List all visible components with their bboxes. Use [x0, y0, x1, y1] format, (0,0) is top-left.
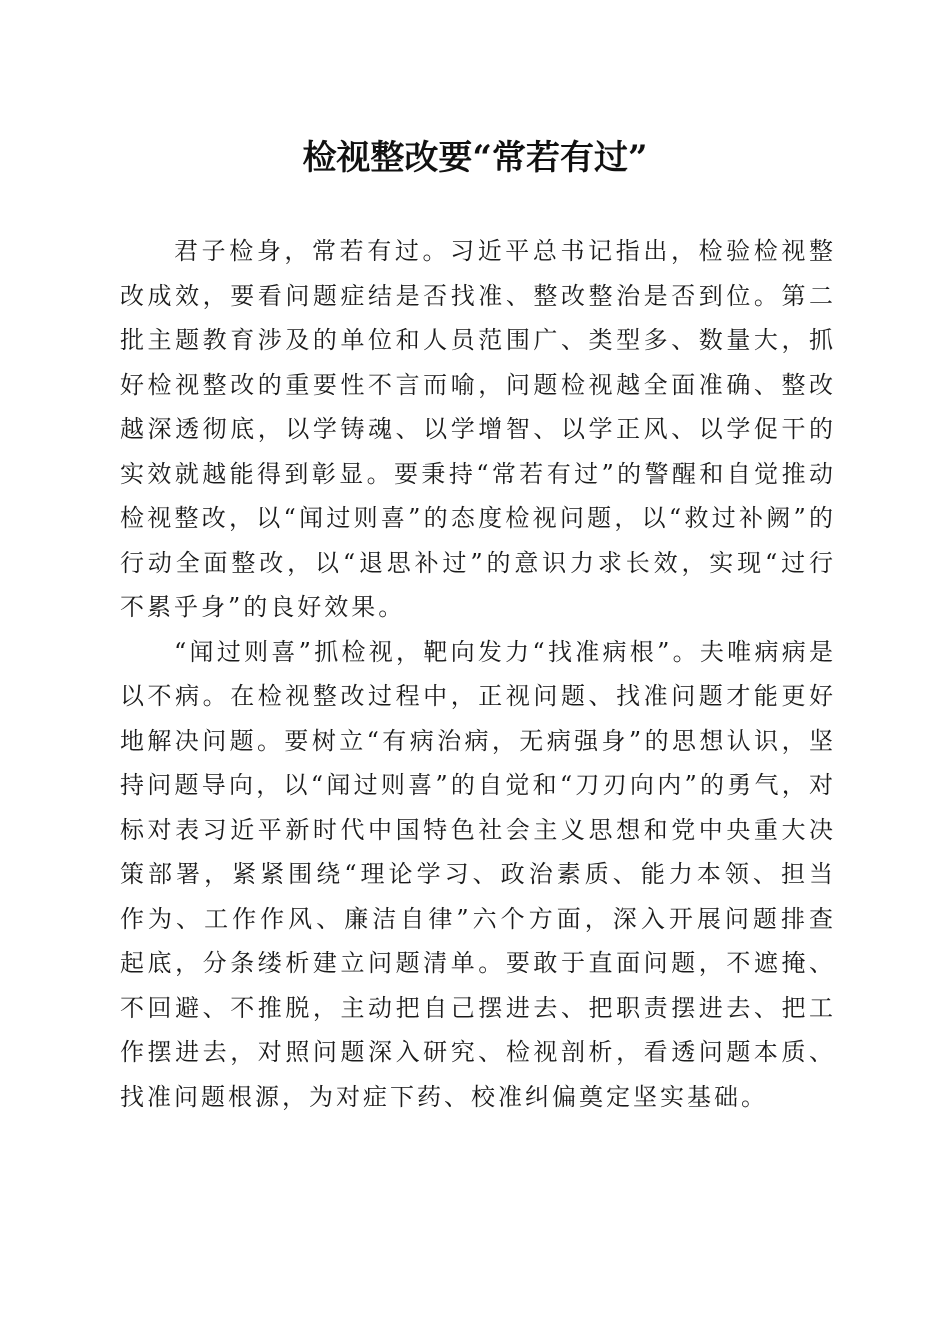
paragraph-1: 君子检身，常若有过。习近平总书记指出，检验检视整改成效，要看问题症结是否找准、整改整治是否到位。第二批主题教育涉及的单位和人员范围广、类型多、数量大，抓好检视整改的重要性不言而喻，问题检视越全面准确、整改越深透彻底，以学铸魂、以学增智、以学正风、以学促干的实效就越能得到彰显。要秉持“常若有过”的警醒和自觉推动检视整改，以“闻过则喜”的态度检视问题，以“救过补阙”的行动全面整改，以“退思补过”的意识力求长效，实现“过行不累乎身”的良好效果。 [120, 237, 836, 621]
paragraph-2: “闻过则喜”抓检视，靶向发力“找准病根”。夫唯病病是以不病。在检视整改过程中，正视问题、找准问题才能更好地解决问题。要树立“有病治病，无病强身”的思想认识，坚持问题导向，以“闻过则喜”的自觉和“刀刃向内”的勇气，对标对表习近平新时代中国特色社会主义思想和党中央重大决策部署，紧紧围绕“理论学习、政治素质、能力本领、担当作为、工作作风、廉洁自律”六个方面，深入开展问题排查起底，分条缕析建立问题清单。要敢于直面问题，不遮掩、不回避、不推脱，主动把自己摆进去、把职责摆进去、把工作摆进去，对照问题深入研究、检视剖析，看透问题本质、找准问题根源，为对症下药、校准纠偏奠定坚实基础。 [120, 637, 836, 1111]
document-body [120, 229, 836, 1119]
document-title: 检视整改要“常若有过” [302, 138, 648, 178]
